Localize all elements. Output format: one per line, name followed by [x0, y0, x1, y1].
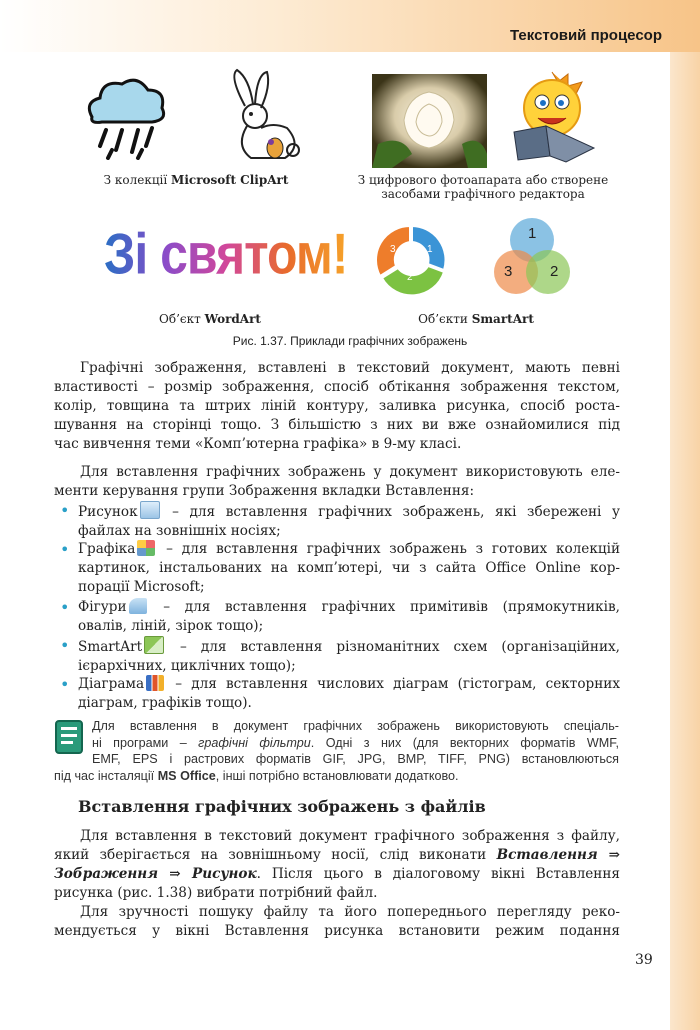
bullet-shapes: • Фігури – для вставлення графічних примітивів (прямокутників, овалів, ліній, зірок тощо);	[60, 598, 620, 634]
bullet-dot-icon: •	[60, 636, 70, 655]
section-heading: Вставлення графічних зображень з файлів	[78, 797, 486, 816]
figure-caption: Рис. 1.37. Приклади графічних зображень	[232, 334, 468, 348]
smartart-venn	[488, 216, 578, 300]
note-book-icon	[54, 719, 84, 755]
bullet-dot-icon: •	[60, 675, 70, 694]
header-band	[0, 0, 700, 52]
section-paragraph-1: Для вставлення в текстовий документ графічного зображення з файлу, який зберігається на зовнішньому носії, слід виконати Вставлення ⇒ Зображення ⇒ Рисунок. Після цього в діалоговому вікні Вставлення рисунка (рис. 1.38) вибрати потрібний файл.	[54, 828, 620, 901]
rain-cloud-clipart	[82, 72, 168, 160]
paragraph-2: Для вставлення графічних зображень у документ використовують еле- менти керування групи Зображення вкладки Вставлення:	[54, 464, 620, 499]
pie-label-3: 3	[390, 244, 396, 255]
smiley-laptop-clipart	[506, 68, 598, 164]
pie-label-1: 1	[427, 244, 433, 255]
picture-icon	[140, 501, 160, 519]
chart-icon	[146, 675, 164, 691]
section-paragraph-2: Для зручності пошуку файлу та його попереднього перегляду реко- мендується у вікні Вставлення рисунка встановити режим подання	[54, 904, 620, 939]
side-strip	[670, 52, 700, 1030]
bullet-dot-icon: •	[60, 501, 70, 520]
venn-label-1: 1	[528, 225, 537, 242]
pie-label-2: 2	[407, 272, 413, 283]
clipart-icon	[137, 540, 155, 556]
paragraph-1: Графічні зображення, вставлені в текстовий документ, мають певні властивості – розмір зображення, спосіб обтікання зображення текстом, колір, товщина та штрих ліній контуру, заливка рисунка, спосіб роста- шування на сторінці тощо. З більшістю з них ви вже ознайомилися під час вивчення теми «Комп’ютерна графіка» в 9-му класі.	[54, 360, 620, 452]
bullet-clipart: • Графіка – для вставлення графічних зображень з готових колекцій картинок, інстальованих на комп’ютері, чи з сайта Office Online кор- порації Microsoft;	[60, 540, 620, 595]
note-last-line: під час інсталяції MS Office, інші потрібно встановлювати додатково.	[54, 769, 459, 783]
rose-photo	[372, 74, 487, 168]
bullet-picture: • Рисунок – для вставлення графічних зображень, які збережені у файлах на зовнішніх носіях;	[60, 501, 620, 539]
smartart-icon	[144, 636, 164, 654]
bullet-smartart: • SmartArt – для вставлення різноманітних схем (організаційних, ієрархічних, циклічних тощо);	[60, 636, 620, 674]
smartart-caption: Об’єкти SmartArt	[418, 312, 534, 326]
bullet-chart: • Діаграма – для вставлення числових діаграм (гістограм, секторних діаграм, графіків тощо).	[60, 675, 620, 711]
photo-caption: З цифрового фотоапарата або створене засобами графічного редактора	[357, 173, 609, 201]
note-text: Для вставлення в документ графічних зображень використовують спеціаль- ні програми – графічні фільтри. Одні з них (для векторних форматів WMF, EMF, EPS і растрових форматів GIF, JPG, BMP, TIFF, PNG) встановлюються	[92, 719, 619, 766]
venn-label-2: 2	[550, 263, 559, 280]
venn-label-3: 3	[504, 263, 513, 280]
header-title: Текстовий процесор	[510, 27, 662, 44]
rabbit-clipart	[215, 66, 310, 164]
wordart-object: Зі святом!	[104, 221, 348, 287]
bullet-dot-icon: •	[60, 540, 70, 559]
bullet-dot-icon: •	[60, 598, 70, 617]
shapes-icon	[129, 598, 147, 614]
page-number: 39	[635, 952, 653, 968]
wordart-caption: Об’єкт WordArt	[159, 312, 261, 326]
smartart-cycle	[372, 222, 452, 296]
clipart-caption: З колекції Microsoft ClipArt	[103, 173, 289, 187]
